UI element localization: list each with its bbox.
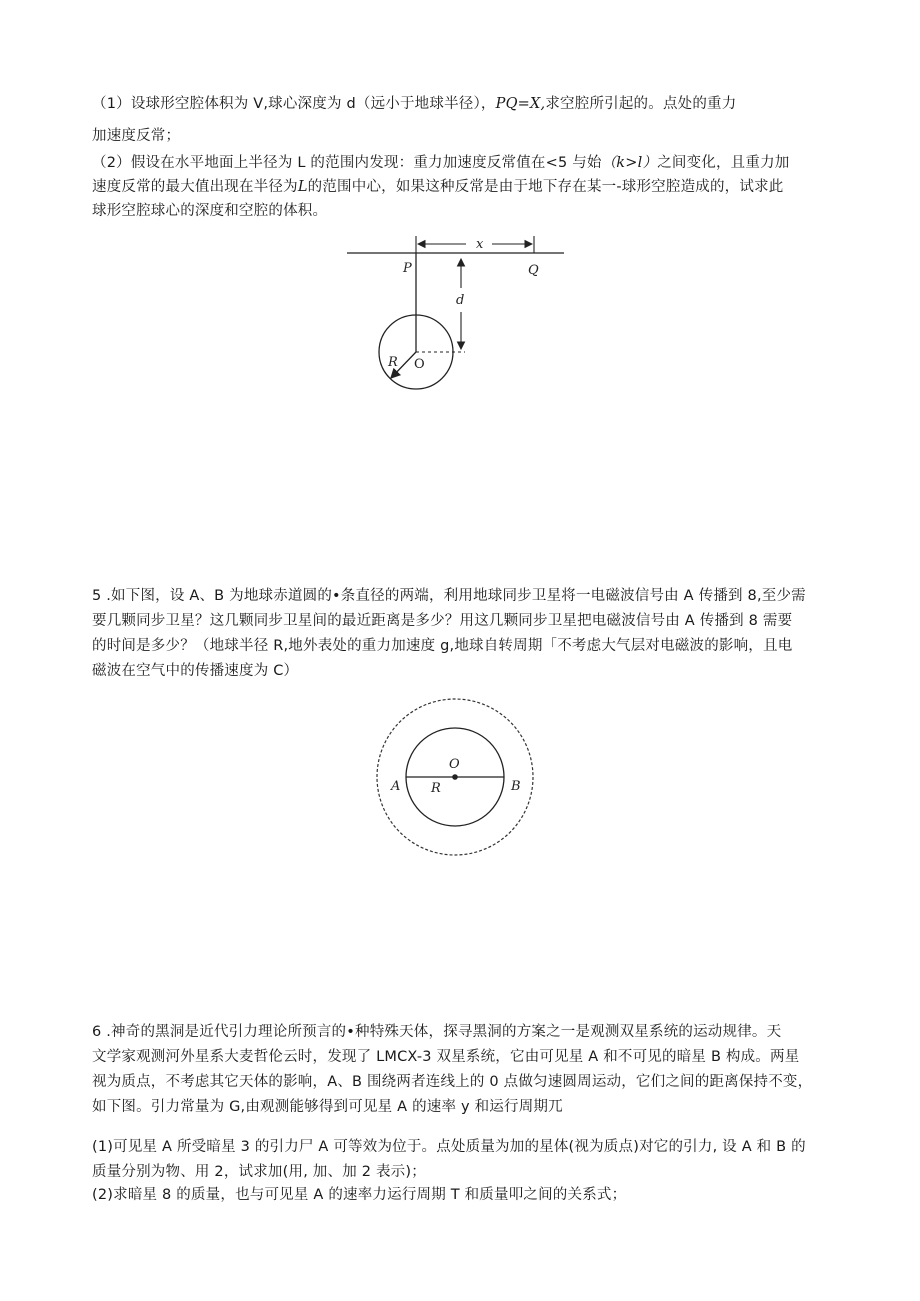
q5-line2: 要几颗同步卫星？这几颗同步卫星间的最近距离是多少？用这几颗同步卫星把电磁波信号由 A 传播到 8 需要 — [92, 613, 793, 629]
q4-part1-formula: PQ=X, — [495, 96, 546, 112]
label-a: A — [391, 779, 401, 794]
q6-line2: 文学家观测河外星系大麦哲伦云时，发现了 LMCX-3 双星系统，它由可见星 A 和不可见的暗星 B 构成。两星 — [92, 1049, 800, 1065]
q6-sub1-line2: 质量分别为物、用 2，试求加(用, 加、加 2 表示)； — [92, 1164, 426, 1180]
q4-part2-text-b: 之间变化，且重力加 — [657, 155, 790, 171]
q4-part2-formula: （k>l） — [601, 155, 658, 171]
q5-line1: 5 .如下图，设 A、B 为地球赤道圆的•条直径的两端，利用地球同步卫星将一电磁波信号由 A 传播到 8,至少需 — [92, 588, 806, 604]
orbit-diagram — [370, 700, 550, 870]
q4-part2-line3: 球形空腔球心的深度和空腔的体积。 — [92, 203, 328, 219]
q4-part2-line1 — [92, 151, 790, 172]
label-d: d — [456, 293, 465, 308]
q6-sub2-line: (2)求暗星 8 的质量，也与可见星 A 的速率力运行周期 T 和质量叩之间的关系式； — [92, 1187, 627, 1203]
q4-part2-text-a: （2）假设在水平地面上半径为 L 的范围内发现：重力加速度反常值在<5 与始 — [92, 155, 602, 171]
label-o2: O — [449, 757, 460, 772]
q6-sub1-line1: (1)可见星 A 所受暗星 3 的引力尸 A 可等效为位于。点处质量为加的星体(视为质点)对它的引力, 设 A 和 B 的 — [92, 1139, 806, 1155]
label-r2: R — [431, 781, 441, 796]
q4-part1-line2: 加速度反常； — [92, 128, 181, 144]
q5-line3: 的时间是多少？（地球半径 R,地外表处的重力加速度 g,地球自转周期「不考虑大气层对电磁波的影响，且电 — [92, 638, 793, 654]
label-o: O — [414, 357, 425, 372]
q6-line1: 6 .神奇的黑洞是近代引力理论所预言的•种特殊天体，探寻黑洞的方案之一是观测双星系统的运动规律。天 — [92, 1024, 782, 1040]
q6-line3: 视为质点，不考虑其它天体的影响，A、B 围绕两者连线上的 0 点做匀速圆周运动，它们之间的距离保持不变， — [92, 1074, 813, 1090]
label-q: Q — [528, 263, 539, 278]
label-p: P — [403, 261, 412, 276]
q5-line4: 磁波在空气中的传播速度为 C） — [92, 663, 299, 679]
q4-part1-text-a: （1）设球形空腔体积为 V,球心深度为 d（远小于地球半径）， — [92, 96, 496, 112]
q4-part1-text-b: 求空腔所引起的。点处的重力 — [545, 96, 737, 112]
q4-part1-line1 — [92, 92, 736, 113]
cavity-diagram — [340, 230, 580, 390]
q4-part2-text-c: 速度反常的最大值出现在半径为 — [92, 179, 298, 195]
q4-part2-L: L — [297, 179, 308, 195]
label-b: B — [511, 779, 521, 794]
center-dot — [452, 774, 458, 780]
label-x: x — [476, 237, 484, 252]
q6-line4: 如下图。引力常量为 G,由观测能够得到可见星 A 的速率 y 和运行周期兀 — [92, 1099, 563, 1115]
q4-part2-text-d: 的范围中心，如果这种反常是由于地下存在某一-球形空腔造成的，试求此 — [307, 179, 784, 195]
label-r: R — [388, 355, 398, 370]
q4-part2-line2 — [92, 175, 784, 196]
